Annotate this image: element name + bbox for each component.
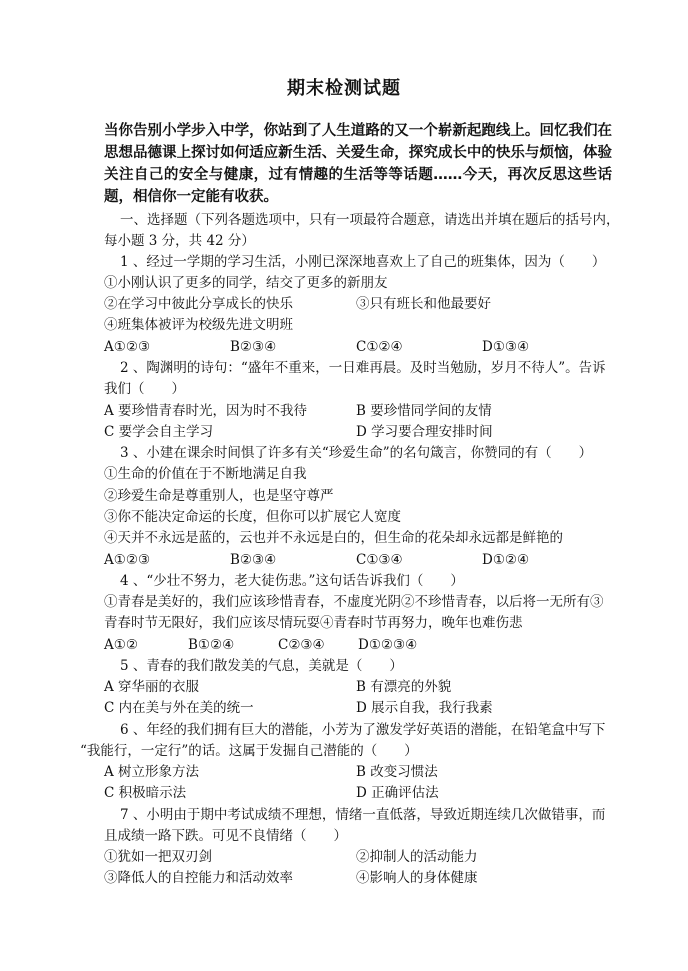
q3-option-c: C①③④ bbox=[356, 552, 403, 568]
q4-option-b: B①②④ bbox=[188, 637, 235, 653]
intro-paragraph bbox=[104, 120, 612, 208]
q1-stem: 1 、经过一学期的学习生活，小刚已深深地喜欢上了自己的班集体，因为（ ） bbox=[120, 254, 606, 270]
q1-option-d: D①③④ bbox=[482, 339, 530, 355]
q1-statement-2: ②在学习中彼此分享成长的快乐 bbox=[104, 296, 293, 312]
q3-statement-3: ③你不能决定命运的长度，但你可以扩展它人宽度 bbox=[104, 509, 401, 525]
q2-stem-line1: 2 、陶渊明的诗句：“盛年不重来，一日难再晨。及时当勉励，岁月不待人”。告诉 bbox=[120, 360, 606, 376]
q7-statement-3: ③降低人的自控能力和活动效率 bbox=[104, 870, 293, 886]
section-heading-line1: 一、选择题（下列各题选项中，只有一项最符合题意，请选出并填在题后的括号内， bbox=[120, 212, 620, 228]
q5-option-a: A 穿华丽的衣服 bbox=[104, 679, 200, 695]
q2-stem-line2: 我们（ ） bbox=[104, 381, 185, 397]
q3-statement-4: ④天并不永远是蓝的，云也并不永远是白的，但生命的花朵却永远都是鲜艳的 bbox=[104, 530, 563, 546]
q2-option-b: B 要珍惜同学间的友情 bbox=[356, 403, 492, 419]
q6-stem-line1: 6 、年经的我们拥有巨大的潜能，小芳为了激发学好英语的潜能，在铅笔盒中写下 bbox=[120, 722, 606, 738]
q4-statements-line1: ①青春是美好的，我们应该珍惜青春，不虚度光阴②不珍惜青春，以后将一无所有③ bbox=[104, 594, 604, 610]
q3-option-b: B②③④ bbox=[230, 552, 277, 568]
q3-stem: 3 、小建在课余时间惧了许多有关“珍爱生命”的名句箴言，你赞同的有（ ） bbox=[120, 445, 593, 461]
q1-statement-4: ④班集体被评为校级先进文明班 bbox=[104, 317, 293, 333]
q2-option-d: D 学习要合理安排时间 bbox=[356, 424, 493, 440]
q1-statement-1: ①小刚认识了更多的同学，结交了更多的新朋友 bbox=[104, 275, 388, 291]
q2-option-a: A 要珍惜青春时光，因为时不我待 bbox=[104, 403, 308, 419]
q3-option-d: D①②④ bbox=[482, 552, 530, 568]
q4-statements-line2: 青春时节无限好，我们应该尽情玩耍④青春时节再努力，晚年也难伤悲 bbox=[104, 615, 523, 631]
q5-option-c: C 内在美与外在美的统一 bbox=[104, 700, 254, 716]
q6-option-b: B 改变习惯法 bbox=[356, 764, 438, 780]
q5-option-b: B 有漂亮的外貌 bbox=[356, 679, 452, 695]
q4-option-d: D①②③④ bbox=[358, 637, 418, 653]
q4-option-c: C②③④ bbox=[278, 637, 325, 653]
section-heading-line2: 每小题 3 分，共 42 分） bbox=[104, 233, 255, 249]
q7-statement-4: ④影响人的身体健康 bbox=[356, 870, 478, 886]
q4-stem: 4 、“少壮不努力，老大徒伤悲。”这句话告诉我们（ ） bbox=[120, 573, 464, 589]
q3-option-a: A①②③ bbox=[104, 552, 151, 568]
q1-option-b: B②③④ bbox=[230, 339, 277, 355]
q6-stem-line2: “我能行，一定行”的话。这属于发掘自己潜能的（ ） bbox=[80, 743, 418, 759]
q5-option-d: D 展示自我，我行我素 bbox=[356, 700, 493, 716]
q6-option-a: A 树立形象方法 bbox=[104, 764, 200, 780]
q4-option-a: A①② bbox=[104, 637, 138, 653]
q3-statement-2: ②珍爱生命是尊重别人，也是坚守尊严 bbox=[104, 488, 334, 504]
q7-stem-line1: 7 、小明由于期中考试成绩不理想，情绪一直低落，导致近期连续几次做错事，而 bbox=[120, 807, 606, 823]
q7-stem-line2: 且成绩一路下跌。可见不良情绪（ ） bbox=[104, 828, 347, 844]
q2-option-c: C 要学会自主学习 bbox=[104, 424, 214, 440]
q1-statement-3: ③只有班长和他最要好 bbox=[356, 296, 491, 312]
q5-stem: 5 、青春的我们散发美的气息，美就是（ ） bbox=[120, 658, 403, 674]
q1-option-c: C①②④ bbox=[356, 339, 403, 355]
q3-statement-1: ①生命的价值在于不断地满足自我 bbox=[104, 466, 307, 482]
q6-option-c: C 积极暗示法 bbox=[104, 785, 187, 801]
q6-option-d: D 正确评估法 bbox=[356, 785, 439, 801]
intro-text: 当你告别小学步入中学，你站到了人生道路的又一个崭新起跑线上。回忆我们在思想品德课上探讨如何适应新生活、关爱生命，探究成长中的快乐与烦恼，体验关注自己的安全与健康，过有情趣的生活等等话题……今天，再次反思这些话题，相信你一定能有收获。 bbox=[104, 123, 612, 205]
page-title: 期末检测试题 bbox=[287, 78, 401, 99]
q1-option-a: A①②③ bbox=[104, 339, 151, 355]
q7-statement-1: ①犹如一把双刃剑 bbox=[104, 849, 212, 865]
q7-statement-2: ②抑制人的活动能力 bbox=[356, 849, 478, 865]
